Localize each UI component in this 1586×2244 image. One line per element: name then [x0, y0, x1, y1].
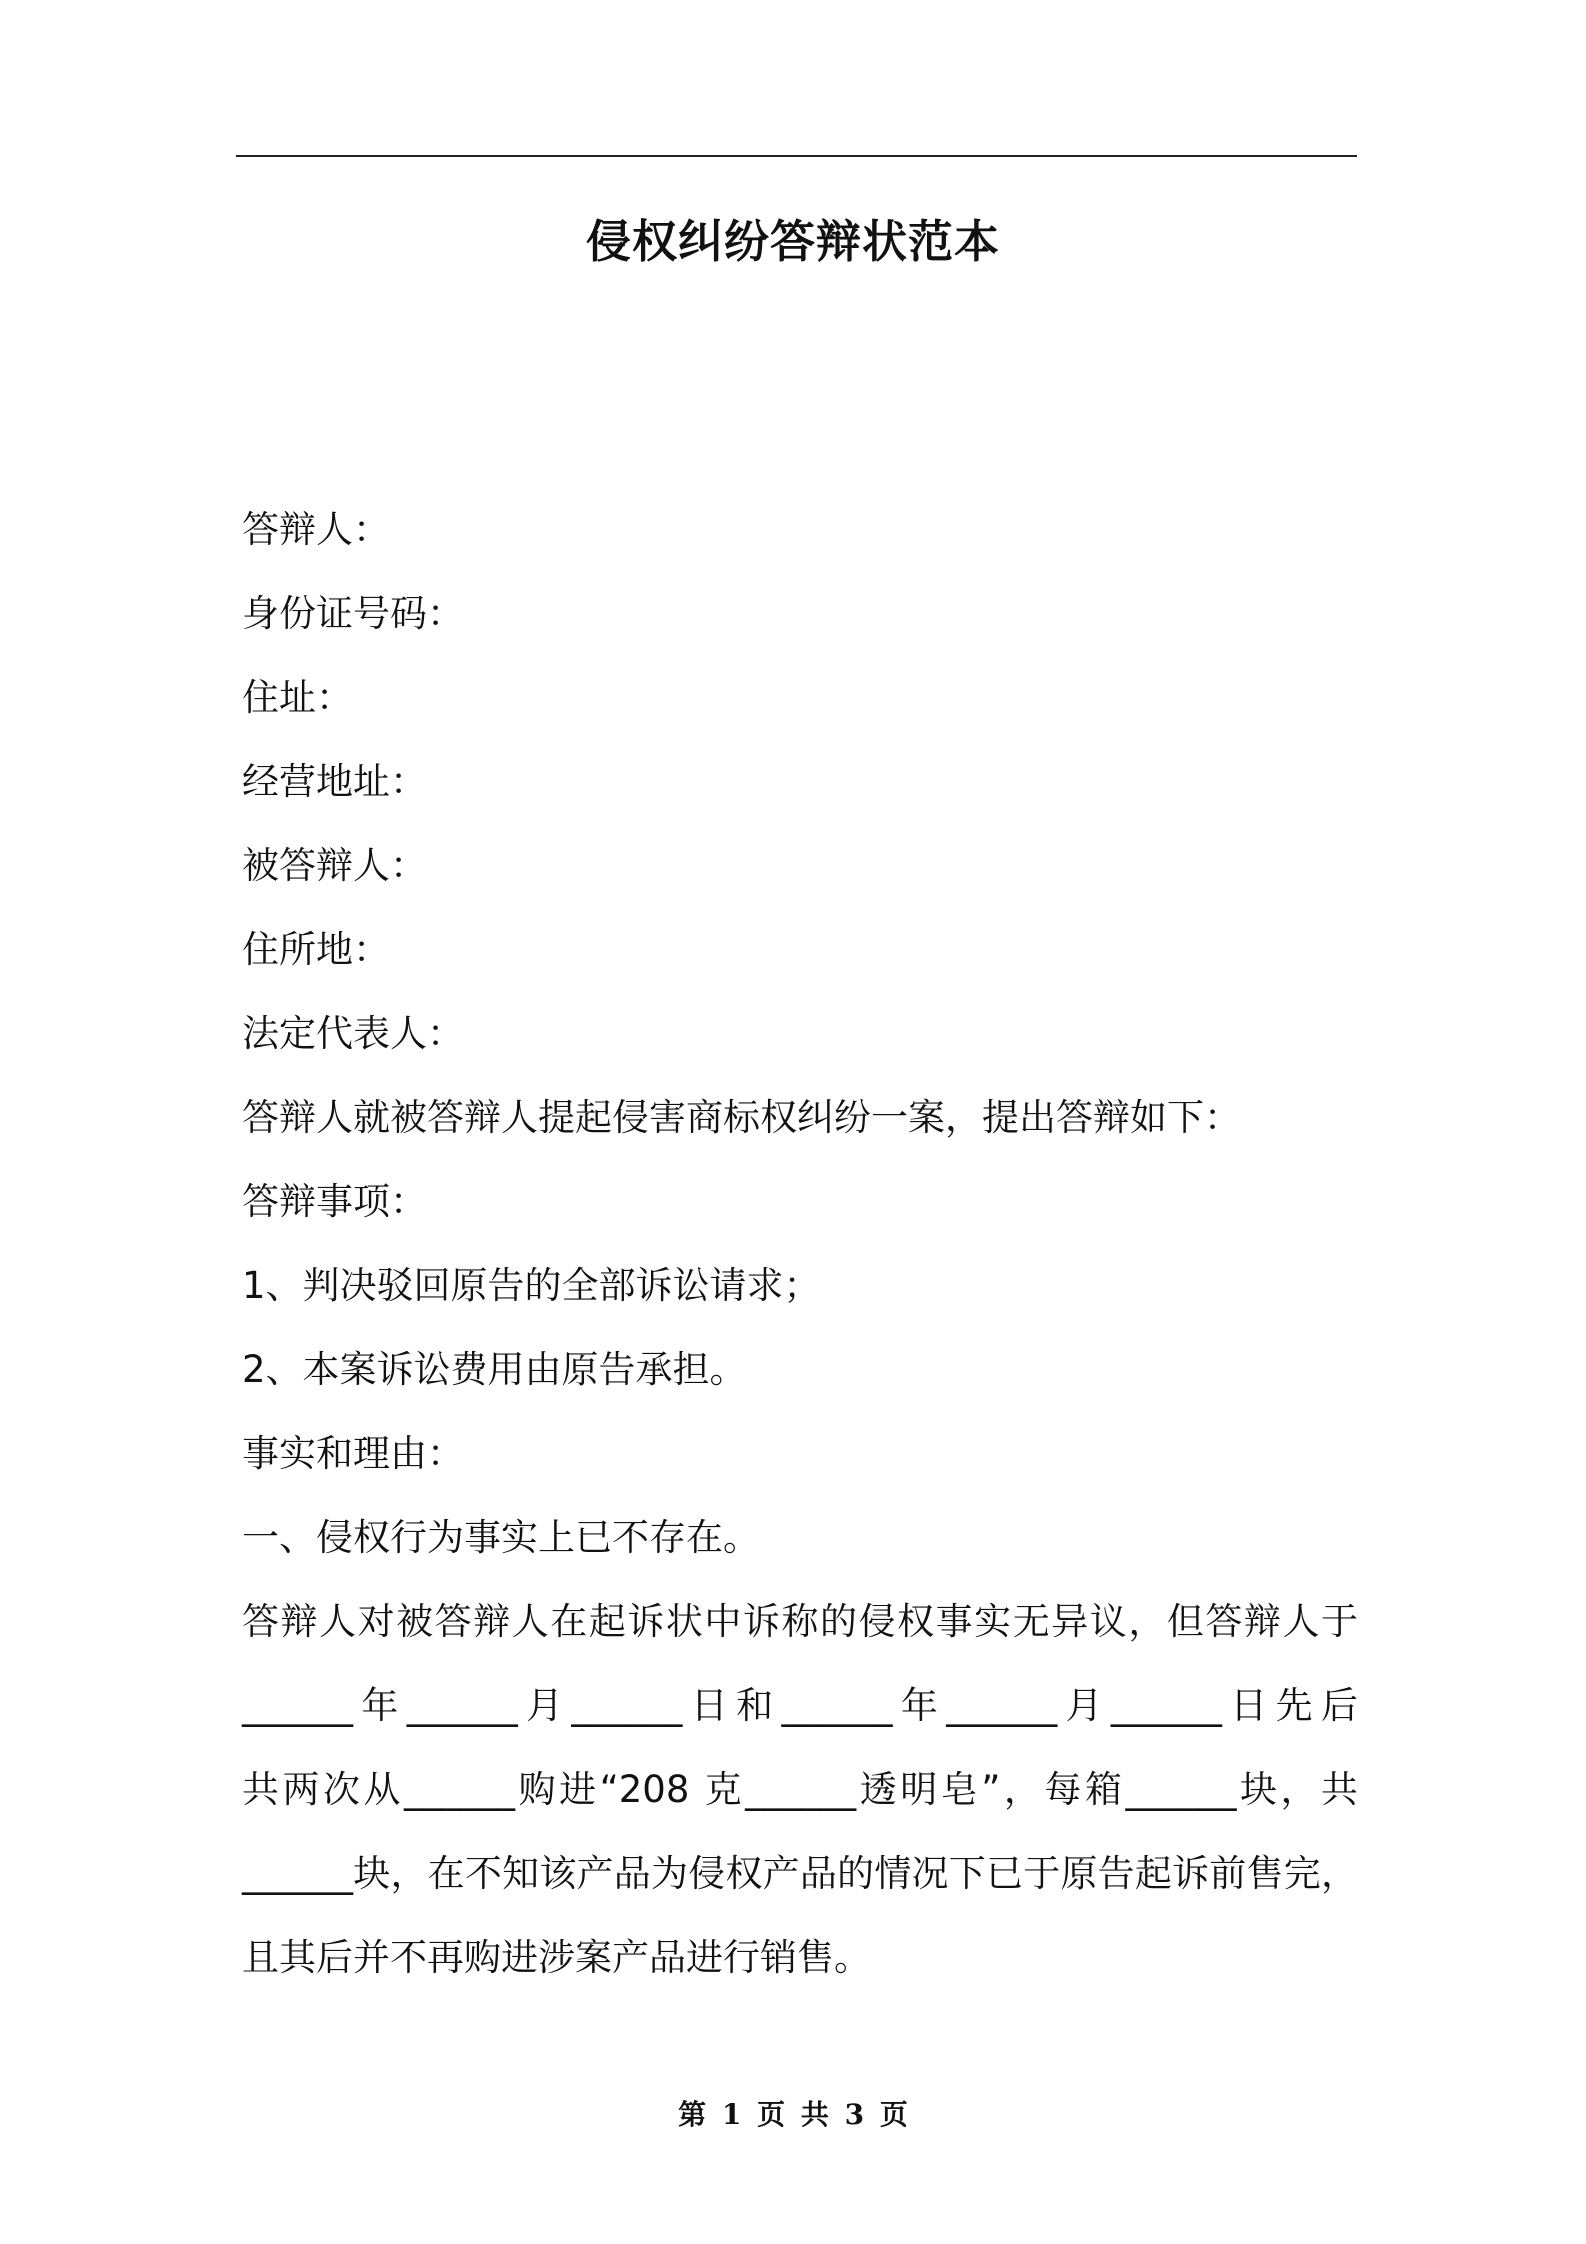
field-business-address: 经营地址：	[242, 760, 427, 803]
field-legal-representative: 法定代表人：	[242, 1012, 464, 1055]
field-id-number: 身份证号码：	[242, 592, 464, 635]
facts-heading: 事实和理由：	[242, 1432, 464, 1475]
intro-paragraph: 答辩人就被答辩人提起侵害商标权纠纷一案，提出答辩如下：	[242, 1096, 1241, 1139]
claim-item-1: 1、判决驳回原告的全部诉讼请求；	[242, 1264, 821, 1307]
field-plaintiff: 被答辩人：	[242, 844, 427, 887]
section-one-line-4: ______块，在不知该产品为侵权产品的情况下已于原告起诉前售完，	[242, 1852, 1358, 1895]
field-respondent: 答辩人：	[242, 508, 390, 551]
header-rule	[236, 155, 1357, 157]
section-one-line-3: 共两次从______购进“208 克______透明皂”，每箱______块，共	[242, 1768, 1358, 1811]
section-one-line-1: 答辩人对被答辩人在起诉状中诉称的侵权事实无异议，但答辩人于	[242, 1600, 1358, 1643]
document-body	[242, 488, 1358, 2000]
section-one-line-2: ______年______月______日和______年______月______日先后	[242, 1684, 1358, 1727]
page-number-footer: 第 1 页 共 3 页	[678, 2098, 908, 2131]
section-one-heading: 一、侵权行为事实上已不存在。	[242, 1516, 760, 1559]
section-one-line-5: 且其后并不再购进涉案产品进行销售。	[242, 1936, 871, 1979]
claim-item-2: 2、本案诉讼费用由原告承担。	[242, 1348, 747, 1391]
document-title: 侵权纠纷答辩状范本	[585, 215, 1000, 268]
field-address: 住址：	[242, 676, 353, 719]
claims-heading: 答辩事项：	[242, 1180, 427, 1223]
field-domicile: 住所地：	[242, 928, 390, 971]
